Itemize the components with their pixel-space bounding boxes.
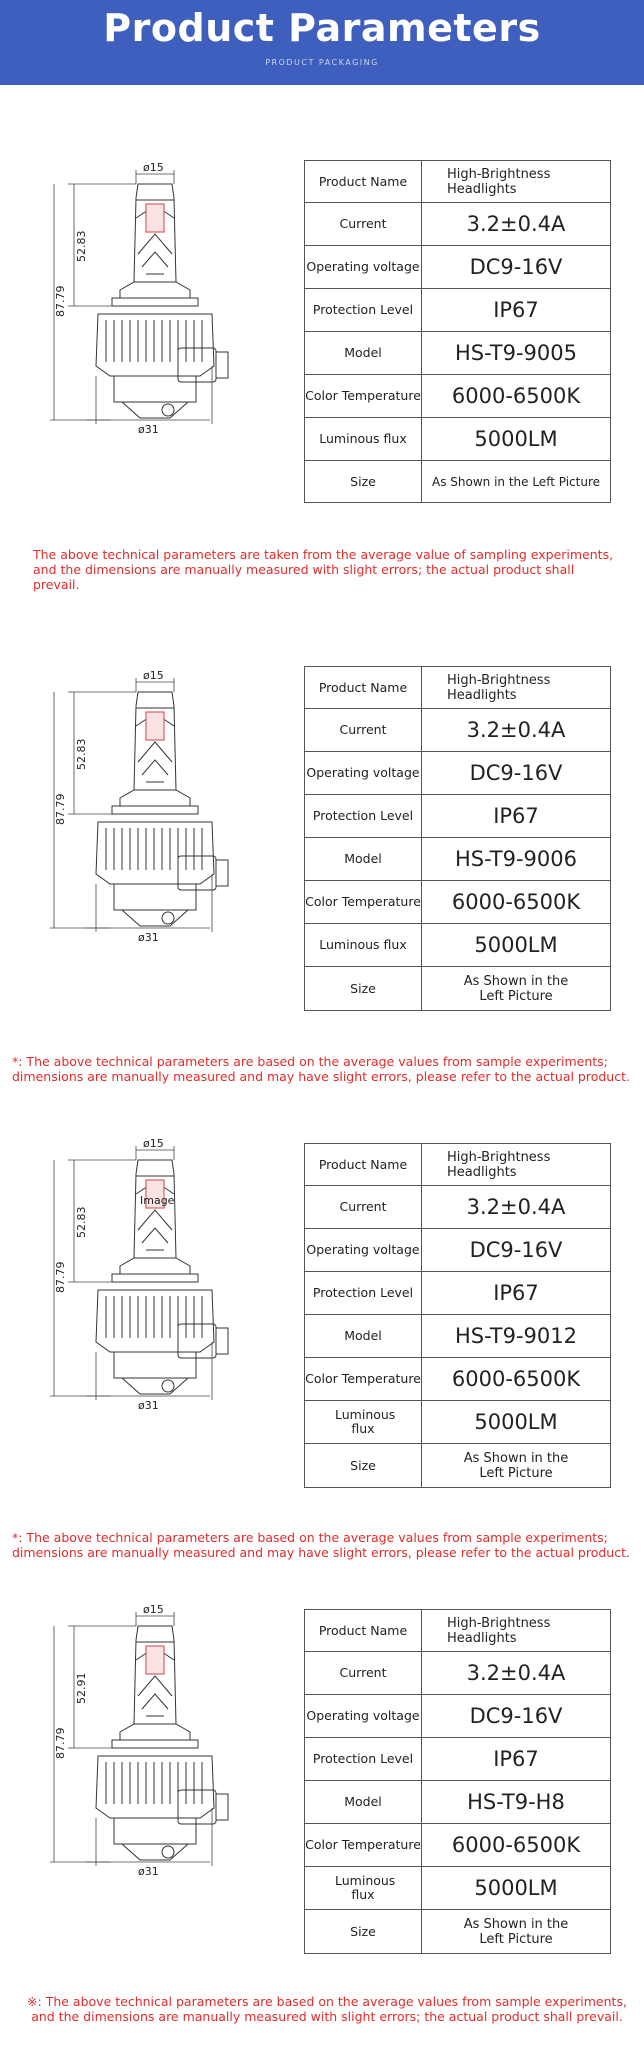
param-value: 5000LM	[422, 924, 611, 967]
total-height-label: 87.79	[54, 793, 67, 825]
dimension-lines	[50, 1146, 212, 1400]
param-value: 3.2±0.4A	[422, 709, 611, 752]
param-value: DC9-16V	[422, 246, 611, 289]
table-row	[305, 203, 611, 246]
table-row	[305, 1910, 611, 1954]
table-row	[305, 246, 611, 289]
param-value: High-Brightness Headlights	[422, 161, 611, 203]
table-row	[305, 1824, 611, 1867]
bulb-outline	[96, 692, 228, 926]
plug-tip-shape	[216, 1328, 228, 1354]
bulb-drawing-svg	[50, 1138, 265, 1483]
bulb-drawing-svg	[50, 1604, 265, 1949]
led-chip-shape	[146, 204, 164, 232]
base-collar-shape	[120, 282, 190, 298]
param-value: HS-T9-9006	[422, 838, 611, 881]
param-label: Product Name	[305, 667, 422, 709]
param-label: Color Temperature	[305, 1358, 422, 1401]
base-screw-circle	[162, 1380, 174, 1392]
base-collar-shape	[120, 1724, 190, 1740]
flange-ring-shape	[112, 806, 198, 814]
plug-tip-shape	[216, 352, 228, 378]
table-row	[305, 1652, 611, 1695]
bulb-outline	[96, 184, 228, 418]
page-subtitle: PRODUCT PACKAGING	[265, 58, 379, 67]
table-row	[305, 461, 611, 503]
param-label: Color Temperature	[305, 375, 422, 418]
param-value: 6000-6500K	[422, 1824, 611, 1867]
parameters-table	[304, 1609, 611, 1954]
table-row	[305, 1867, 611, 1910]
table-row	[305, 1186, 611, 1229]
param-label: Model	[305, 1781, 422, 1824]
param-label: Protection Level	[305, 289, 422, 332]
plug-connector-shape	[178, 856, 216, 890]
table-row	[305, 332, 611, 375]
led-column-shape	[134, 1160, 176, 1258]
param-value: 3.2±0.4A	[422, 1186, 611, 1229]
total-height-label: 87.79	[54, 285, 67, 317]
param-value: As Shown in the Left Picture	[422, 967, 611, 1011]
table-row	[305, 1401, 611, 1444]
table-row	[305, 1229, 611, 1272]
param-value: IP67	[422, 795, 611, 838]
disclaimer-note: *: The above technical parameters are based on the average values from sample experiments; dimensions are manually measured and may have slight errors, please refer to the actual product.	[12, 1530, 630, 1560]
param-value: High-Brightness Headlights	[422, 667, 611, 709]
top-diameter-label: ø15	[143, 669, 164, 682]
flange-ring-shape	[112, 298, 198, 306]
top-diameter-label: ø15	[143, 1137, 164, 1150]
bulb-dimension-drawing	[50, 670, 265, 1015]
param-value: As Shown in the Left Picture	[422, 1910, 611, 1954]
param-label: Size	[305, 461, 422, 503]
table-row	[305, 1738, 611, 1781]
table-row	[305, 752, 611, 795]
bulb-drawing-svg	[50, 670, 265, 1015]
param-label: Product Name	[305, 161, 422, 203]
base-collar-shape	[120, 1258, 190, 1274]
table-row	[305, 1610, 611, 1652]
param-label: Protection Level	[305, 1738, 422, 1781]
bulb-drawing-svg	[50, 162, 265, 507]
param-label: Luminous flux	[305, 924, 422, 967]
dimension-lines	[50, 678, 212, 932]
param-value: As Shown in the Left Picture	[422, 1444, 611, 1488]
plug-connector-shape	[178, 348, 216, 382]
table-row	[305, 967, 611, 1011]
param-value: 5000LM	[422, 418, 611, 461]
table-row	[305, 709, 611, 752]
bulb-dimension-drawing	[50, 1138, 265, 1483]
param-label: Product Name	[305, 1610, 422, 1652]
led-chip-shape	[146, 1646, 164, 1674]
param-label: Protection Level	[305, 1272, 422, 1315]
param-value: As Shown in the Left Picture	[422, 461, 611, 503]
header-banner	[0, 0, 644, 85]
param-label: Protection Level	[305, 795, 422, 838]
bottom-diameter-label: ø31	[138, 1865, 159, 1878]
flange-ring-shape	[112, 1274, 198, 1282]
inner-height-label: 52.91	[75, 1672, 88, 1704]
inner-height-label: 52.83	[75, 738, 88, 770]
base-screw-circle	[162, 404, 174, 416]
inner-height-label: 52.83	[75, 1206, 88, 1238]
param-label: Luminous flux	[305, 1401, 422, 1444]
param-label: Product Name	[305, 1144, 422, 1186]
table-row	[305, 1358, 611, 1401]
table-row	[305, 375, 611, 418]
param-label: Operating voltage	[305, 1229, 422, 1272]
table-row	[305, 795, 611, 838]
dimension-lines	[50, 170, 212, 424]
param-value: HS-T9-9005	[422, 332, 611, 375]
table-row	[305, 838, 611, 881]
param-label: Operating voltage	[305, 246, 422, 289]
table-row	[305, 1695, 611, 1738]
top-diameter-label: ø15	[143, 161, 164, 174]
param-value: High-Brightness Headlights	[422, 1610, 611, 1652]
table-row	[305, 1144, 611, 1186]
param-value: DC9-16V	[422, 1695, 611, 1738]
total-height-label: 87.79	[54, 1727, 67, 1759]
param-value: 5000LM	[422, 1867, 611, 1910]
param-label: Model	[305, 1315, 422, 1358]
table-row	[305, 1272, 611, 1315]
param-label: Luminous flux	[305, 1867, 422, 1910]
param-label: Operating voltage	[305, 752, 422, 795]
bottom-diameter-label: ø31	[138, 423, 159, 436]
param-label: Size	[305, 1910, 422, 1954]
param-value: High-Brightness Headlights	[422, 1144, 611, 1186]
param-label: Current	[305, 1652, 422, 1695]
led-chip-shape	[146, 712, 164, 740]
disclaimer-note: ※: The above technical parameters are based on the average values from sample experiments, and the dimensions are manually measured with slight errors; the actual product shall prevail.	[27, 1994, 627, 2024]
param-value: 5000LM	[422, 1401, 611, 1444]
parameters-table	[304, 1143, 611, 1488]
dimension-lines	[50, 1612, 212, 1866]
table-row	[305, 924, 611, 967]
plug-tip-shape	[216, 860, 228, 886]
disclaimer-note: *: The above technical parameters are based on the average values from sample experiments; dimensions are manually measured and may have slight errors, please refer to the actual product.	[12, 1054, 630, 1084]
table-row	[305, 881, 611, 924]
param-value: HS-T9-9012	[422, 1315, 611, 1358]
total-height-label: 87.79	[54, 1261, 67, 1293]
inner-height-label: 52.83	[75, 230, 88, 262]
param-label: Current	[305, 709, 422, 752]
bottom-diameter-label: ø31	[138, 931, 159, 944]
param-label: Size	[305, 967, 422, 1011]
flange-ring-shape	[112, 1740, 198, 1748]
plug-connector-shape	[178, 1790, 216, 1824]
bulb-dimension-drawing	[50, 1604, 265, 1949]
param-label: Operating voltage	[305, 1695, 422, 1738]
param-value: DC9-16V	[422, 1229, 611, 1272]
bottom-diameter-label: ø31	[138, 1399, 159, 1412]
bulb-outline	[96, 1626, 228, 1860]
table-row	[305, 1315, 611, 1358]
param-label: Model	[305, 838, 422, 881]
plug-connector-shape	[178, 1324, 216, 1358]
base-screw-circle	[162, 912, 174, 924]
param-label: Color Temperature	[305, 1824, 422, 1867]
image-overlay-label: Image	[140, 1194, 175, 1207]
param-label: Current	[305, 203, 422, 246]
param-label: Size	[305, 1444, 422, 1488]
param-label: Luminous flux	[305, 418, 422, 461]
base-screw-circle	[162, 1846, 174, 1858]
parameters-table	[304, 160, 611, 503]
top-diameter-label: ø15	[143, 1603, 164, 1616]
param-value: 3.2±0.4A	[422, 1652, 611, 1695]
plug-tip-shape	[216, 1794, 228, 1820]
base-collar-shape	[120, 790, 190, 806]
led-column-shape	[134, 1626, 176, 1724]
disclaimer-note: The above technical parameters are taken from the average value of sampling experiments, and the dimensions are manually measured with slight errors; the actual product shall prevail.	[33, 547, 614, 592]
led-column-shape	[134, 184, 176, 282]
table-row	[305, 161, 611, 203]
table-row	[305, 289, 611, 332]
table-row	[305, 667, 611, 709]
param-value: 6000-6500K	[422, 1358, 611, 1401]
param-value: HS-T9-H8	[422, 1781, 611, 1824]
bulb-dimension-drawing	[50, 162, 265, 507]
param-value: 6000-6500K	[422, 375, 611, 418]
page-title: Product Parameters	[103, 6, 541, 50]
param-value: IP67	[422, 1738, 611, 1781]
param-value: 3.2±0.4A	[422, 203, 611, 246]
parameters-table	[304, 666, 611, 1011]
param-value: DC9-16V	[422, 752, 611, 795]
param-label: Current	[305, 1186, 422, 1229]
param-label: Color Temperature	[305, 881, 422, 924]
led-column-shape	[134, 692, 176, 790]
param-value: 6000-6500K	[422, 881, 611, 924]
param-label: Model	[305, 332, 422, 375]
param-value: IP67	[422, 289, 611, 332]
table-row	[305, 1781, 611, 1824]
table-row	[305, 1444, 611, 1488]
table-row	[305, 418, 611, 461]
param-value: IP67	[422, 1272, 611, 1315]
